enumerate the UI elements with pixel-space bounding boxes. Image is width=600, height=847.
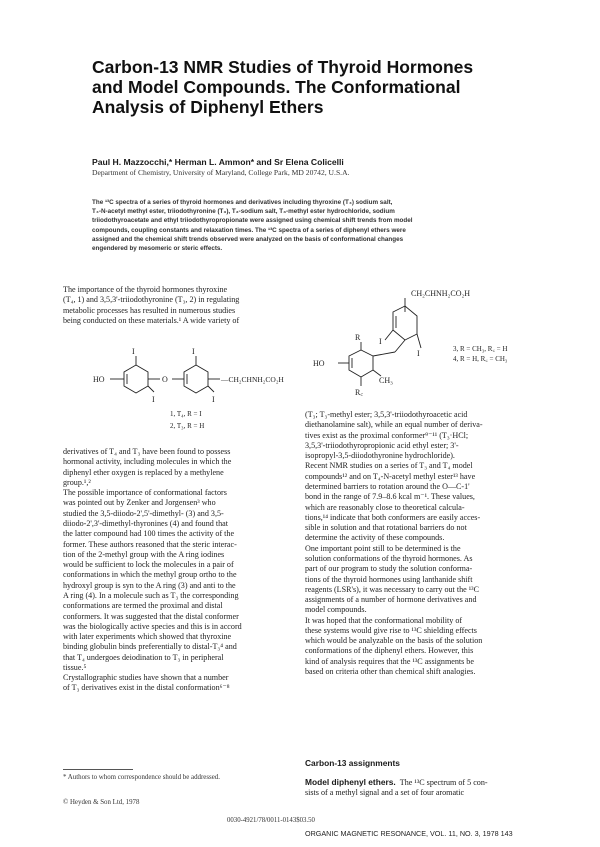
hydroxyl-label: HO: [93, 375, 105, 384]
article-code: 0030-4921/78/0011-0143$03.50: [227, 817, 315, 824]
title-line: Analysis of Diphenyl Ethers: [92, 97, 324, 117]
body-line: these systems would give rise to ¹³C shielding effects: [305, 625, 477, 635]
body-line: which would be analyzable on the basis of the solution: [305, 636, 483, 646]
body-line: diethanolamine salt), while an equal number of deriva-: [305, 420, 483, 430]
body-left-intro: [63, 285, 239, 326]
body-line: studied the 3,5-diiodo-2',5'-dimethyl- (3) and 3,5-: [63, 508, 224, 518]
body-line: reagents (LSR's), it was necessary to carry out the ¹³C: [305, 584, 479, 594]
body-line: The importance of the thyroid hormones thyroxine: [63, 285, 228, 294]
hydroxyl-label: HO: [313, 359, 325, 368]
body-line: tives exist as the proximal conformer⁹⁻¹¹ (T₃·HCl;: [305, 430, 469, 440]
body-line: compounds¹² and on T₄-N-acetyl methyl ester¹³ have: [305, 471, 476, 481]
section-heading: Carbon-13 assignments: [305, 758, 400, 768]
abstract: [92, 198, 522, 253]
side-chain-label: CH₂CHNH₂CO₂H: [411, 289, 471, 298]
body-line: conformations of the diphenyl ethers. However, this: [305, 646, 474, 656]
body-line: of T₃ derivatives exist in the distal conformation⁶⁻⁸: [63, 683, 230, 693]
structure-2-diagram: [305, 282, 565, 407]
footnote: * Authors to whom correspondence should be addressed.: [63, 774, 220, 781]
abstract-line: The ¹³C spectra of a series of thyroid hormones and derivatives including thyroxine (T₄) sodium salt,: [92, 199, 393, 206]
rc-label: R꜀: [355, 388, 364, 397]
compound-label-2: 2, T₃, R = H: [170, 422, 205, 430]
body-line: derivatives of T₄ and T₃ have been found to possess: [63, 447, 231, 456]
body-line: based on criteria other than chemical shift analogies.: [305, 667, 476, 677]
body-line: conformations in which the methyl group ortho to the: [63, 570, 237, 580]
body-line: bond in the range of 7.9–8.6 kcal m⁻¹. These values,: [305, 492, 475, 502]
body-line: conformations are termed the proximal and distal: [63, 601, 223, 611]
iodine-label: I: [192, 347, 195, 356]
abstract-line: compounds, coupling constants and relaxation times. The ¹³C spectra of a series of diphenyl ethers were: [92, 226, 406, 234]
phenol-ring: [124, 365, 148, 393]
body-line: isopropyl-3,5-diiodothyronine hydrochloride).: [305, 451, 455, 461]
iodine-label: I: [379, 337, 382, 346]
body-line: The possible importance of conformational factors: [63, 488, 227, 498]
oxygen-label: O: [162, 375, 168, 384]
abstract-line: assigned and the chemical shift trends observed were analyzed on the basis of conformational changes: [92, 235, 404, 243]
body-left-main: [63, 447, 242, 694]
body-line: sible in solution and that rotational barriers do not: [305, 523, 467, 533]
body-line: binding globulin binds preferentially to distal-T₃⁴ and: [63, 642, 237, 652]
subsection-paragraph: [305, 777, 488, 799]
tyrosyl-ring: [184, 365, 208, 393]
body-line: Crystallographic studies have shown that a number: [63, 673, 229, 683]
body-line: solution conformations of the thyroid hormones. As: [305, 553, 473, 563]
body-line: (T₄, 1) and 3,5,3'-triiodothyronine (T₃, 2) in regulating: [63, 295, 240, 305]
body-line: assignments of a number of hormone derivatives and: [305, 595, 477, 605]
footnote-divider: [63, 769, 133, 770]
phenol-ring: [349, 350, 373, 377]
copyright: © Heyden & Son Ltd, 1978: [63, 799, 140, 806]
iodine-label: I: [417, 349, 420, 358]
body-line: model compounds.: [305, 605, 367, 615]
title-line: and Model Compounds. The Conformational: [92, 77, 461, 97]
compound-label-1: 1, T₄, R = I: [170, 410, 202, 418]
body-line: tions,¹⁴ indicate that both conformers are easily acces-: [305, 512, 481, 522]
body-line: tions of the thyroid hormones using lanthanide shift: [305, 574, 473, 584]
body-line: metabolic processes has resulted in numerous studies: [63, 305, 236, 315]
body-line: determine the activity of these compounds.: [305, 533, 445, 543]
structure-1-diagram: [60, 336, 310, 446]
affiliation: Department of Chemistry, University of Maryland, College Park, MD 20742, U.S.A.: [92, 168, 350, 177]
abstract-line: T₄-N-acetyl methyl ester, triiodothyronine (T₃), T₃-sodium salt, T₃-methyl ester hydrochloride, sodium: [92, 208, 395, 216]
body-line: which are reasonably close to theoretical calcula-: [305, 502, 465, 512]
r-label: I: [152, 395, 155, 404]
side-chain-label: —CH₂CHNH₂CO₂H: [221, 375, 284, 384]
methyl-label: CH₃: [379, 376, 393, 385]
body-line: conformers. It was suggested that the distal conformer: [63, 611, 239, 621]
body-line: One important point still to be determined is the: [305, 543, 461, 553]
body-line: The ¹³C spectrum of 5 con-: [399, 778, 488, 787]
title-line: Carbon-13 NMR Studies of Thyroid Hormones: [92, 57, 474, 77]
body-line: Recent NMR studies on a series of T₃ and T₄ model: [305, 461, 473, 471]
body-line: 3,5,3'-triiodothyropropionic acid ethyl ester; 3'-: [305, 440, 459, 450]
body-line: sists of a methyl signal and a set of four aromatic: [305, 788, 465, 798]
body-line: was the biologically active species and this is in accord: [63, 621, 242, 631]
body-line: that T₄ undergoes deiodination to T₃ in peripheral: [63, 652, 224, 662]
body-line: determined barriers to rotation around the O—C-1': [305, 481, 470, 491]
body-line: kind of analysis requires that the ¹³C assignments be: [305, 656, 474, 666]
subsection-label: Model diphenyl ethers.: [305, 777, 396, 787]
r-label: R: [355, 333, 361, 342]
body-line: group.¹,²: [63, 477, 91, 487]
body-right-main: [305, 410, 483, 677]
iodine-label: I: [132, 347, 135, 356]
article-title: [92, 57, 512, 117]
body-line: A ring (4). In a molecule such as T₃ the corresponding: [63, 590, 239, 600]
body-line: diphenyl ether oxygen is replaced by a methylene: [63, 467, 224, 477]
body-line: former. These authors reasoned that the steric interac-: [63, 539, 237, 549]
body-line: hormonal activity, including molecules in which the: [63, 457, 232, 467]
body-line: hydroxyl group is syn to the A ring (3) and anti to the: [63, 580, 236, 590]
body-line: the latter compound had 100 times the activity of the: [63, 529, 235, 539]
author-list: Paul H. Mazzocchi,* Herman L. Ammon* and Sr Elena Colicelli: [92, 157, 344, 167]
body-line: would be sufficient to lock the molecules in a pair of: [63, 560, 234, 570]
compound-label-3: 3, R = CH₃, R꜀ = H: [453, 345, 508, 353]
compound-label-4: 4, R = H, R꜀ = CH₃: [453, 355, 508, 363]
body-line: being conducted on these materials.¹ A wide variety of: [63, 315, 240, 325]
body-line: with later experiments which showed that thyroxine: [63, 632, 232, 642]
body-line: tissue.⁵: [63, 662, 87, 672]
body-line: It was hoped that the conformational mobility of: [305, 615, 463, 625]
body-line: (T₃; T₃-methyl ester; 3,5,3'-triiodothyroacetic acid: [305, 410, 468, 419]
body-line: part of our program to study the solution conforma-: [305, 564, 473, 574]
abstract-line: triiodothyroacetate and ethyl triiodothyropropionate were assigned using chemical shift trends from model: [92, 217, 413, 225]
body-line: tion of the 2-methyl group with the A ring iodines: [63, 549, 225, 559]
journal-footer: ORGANIC MAGNETIC RESONANCE, VOL. 11, NO. 3, 1978 143: [305, 829, 513, 838]
iodine-label: I: [212, 395, 215, 404]
body-line: was pointed out by Zenker and Jorgensen³ who: [63, 498, 216, 508]
body-line: diiodo-2',3'-dimethyl-thyronines (4) and found that: [63, 518, 228, 528]
abstract-line: engendered by mesomeric or steric effects.: [92, 245, 223, 253]
